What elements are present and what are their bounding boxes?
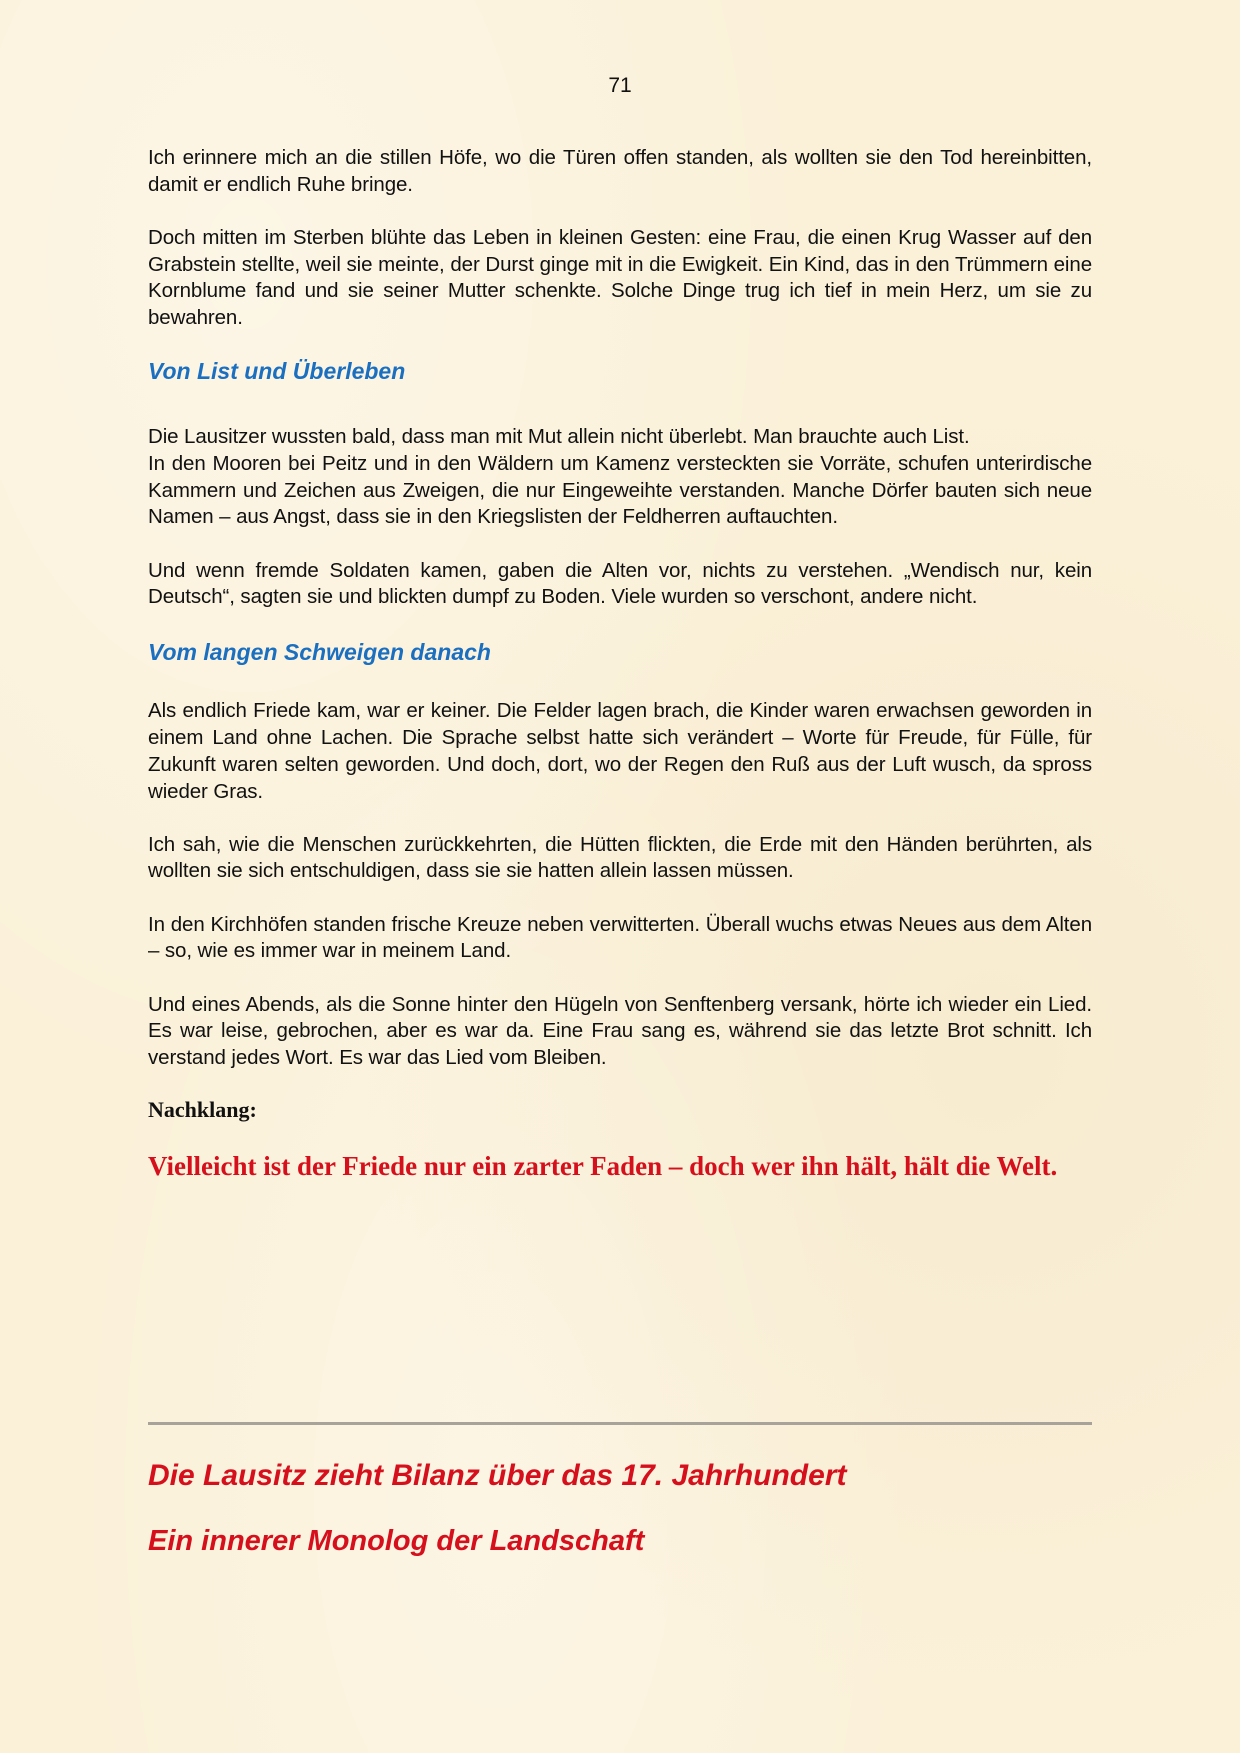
nachklang-label: Nachklang: — [148, 1097, 257, 1123]
paragraph: Als endlich Friede kam, war er keiner. Die Felder lagen brach, die Kinder waren erwachsen geworden in einem Land ohne Lachen. Die Sprache selbst hatte sich verändert – Worte für Freude, für Fülle, für Zukunft waren selten geworden. Und doch, dort, wo der Regen den Ruß aus der Luft wusch, da spross wieder Gras. — [148, 699, 1092, 803]
horizontal-divider — [148, 1422, 1092, 1425]
paragraph: Und eines Abends, als die Sonne hinter den Hügeln von Senftenberg versank, hörte ich wieder ein Lied. Es war leise, gebrochen, aber es war da. Eine Frau sang es, während sie das letzte Brot schnitt. Ich verstand jedes Wort. Es war das Lied vom Bleiben. — [148, 992, 1092, 1069]
section-heading: Von List und Überleben — [148, 358, 406, 385]
paragraph: Und wenn fremde Soldaten kamen, gaben die Alten vor, nichts zu verstehen. „Wendisch nur, kein Deutsch“, sagten sie und blickten dumpf zu Boden. Viele wurden so verschont, andere nicht. — [148, 558, 1092, 609]
paragraph-line: In den Mooren bei Peitz und in den Wäldern um Kamenz versteckten sie Vorräte, schufen unterirdische Kammern und Zeichen aus Zweigen, die nur Eingeweihte verstanden. Manche Dörfer bauten sich neue Namen – aus Angst, dass sie in den Kriegslisten der Feldherren auftauchten. — [148, 451, 1092, 529]
section-heading: Vom langen Schweigen danach — [148, 639, 491, 666]
paragraph: Doch mitten im Sterben blühte das Leben in kleinen Gesten: eine Frau, die einen Krug Wasser auf den Grabstein stellte, weil sie meinte, der Durst ginge mit in die Ewigkeit. Ein Kind, das in den Trümmern eine Kornblume fand und sie seiner Mutter schenkte. Solche Dinge trug ich tief in mein Herz, um sie zu bewahren. — [148, 225, 1092, 330]
page-content — [148, 145, 1092, 1183]
paragraph: Ich erinnere mich an die stillen Höfe, wo die Türen offen standen, als wollten sie den Tod hereinbitten, damit er endlich Ruhe bringe. — [148, 146, 1092, 196]
paragraph-line: Die Lausitzer wussten bald, dass man mit Mut allein nicht überlebt. Man brauchte auch List. — [148, 425, 970, 449]
nachklang-quote: Vielleicht ist der Friede nur ein zarter Faden – doch wer ihn hält, hält die Welt. — [148, 1151, 1058, 1182]
chapter-subtitle: Ein innerer Monolog der Landschaft — [148, 1525, 645, 1557]
paragraph: Ich sah, wie die Menschen zurückkehrten, die Hütten flickten, die Erde mit den Händen berührten, als wollten sie sich entschuldigen, dass sie sie hatten allein lassen müssen. — [148, 832, 1092, 883]
paragraph: In den Kirchhöfen standen frische Kreuze neben verwitterten. Überall wuchs etwas Neues aus dem Alten – so, wie es immer war in meinem Land. — [148, 912, 1092, 963]
paragraph — [148, 424, 1092, 531]
chapter-title: Die Lausitz zieht Bilanz über das 17. Jahrhundert — [148, 1459, 847, 1492]
page-number: 71 — [608, 74, 632, 97]
